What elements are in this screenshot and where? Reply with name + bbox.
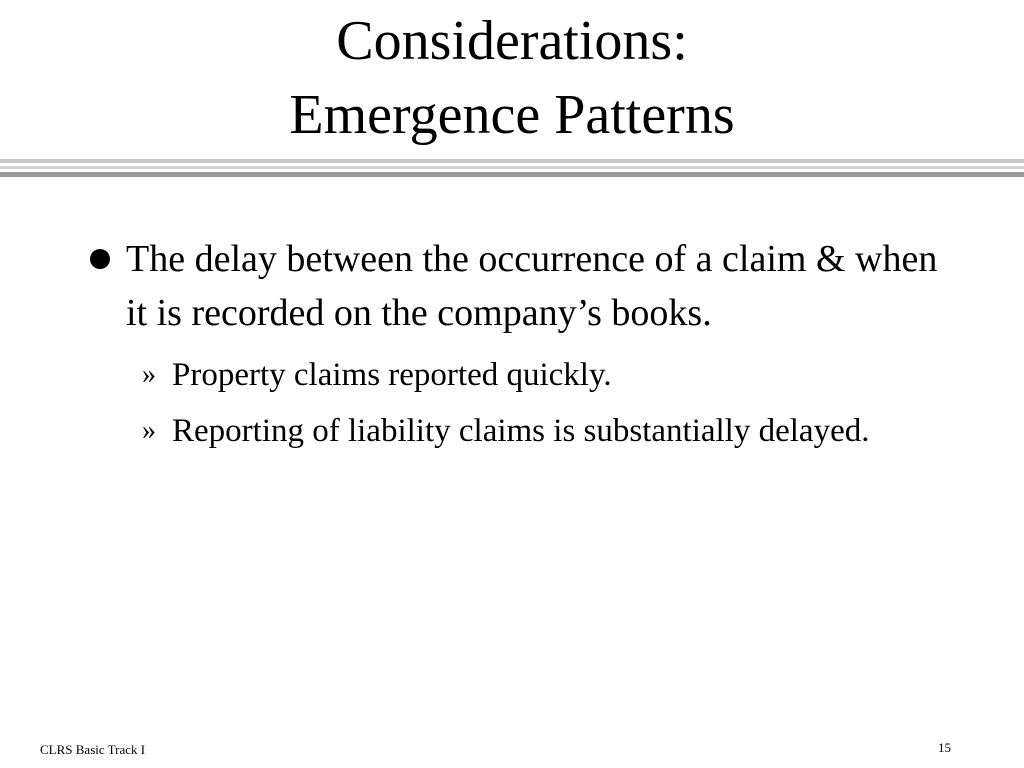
slide-title-line-2: Emergence Patterns <box>289 84 735 146</box>
sub-bullet-item <box>136 408 960 454</box>
double-chevron-bullet-icon: » <box>142 359 156 390</box>
page-number: 15 <box>938 740 951 755</box>
title-divider <box>0 159 1024 179</box>
divider-line-middle <box>0 166 1024 169</box>
divider-line-top <box>0 159 1024 163</box>
sub-bullet-text: Property claims reported quickly. <box>172 357 612 393</box>
bullet-text: The delay between the occurrence of a claim & when it is recorded on the company’s books. <box>126 238 938 334</box>
slide-title <box>0 4 1024 152</box>
filled-circle-bullet-icon <box>90 249 110 269</box>
sub-bullet-list <box>136 352 960 454</box>
divider-line-bottom <box>0 172 1024 177</box>
slide-title-line-1: Considerations: <box>336 10 688 72</box>
footer-course-name: CLRS Basic Track I <box>40 742 146 757</box>
bullet-list <box>90 232 950 464</box>
sub-bullet-text: Reporting of liability claims is substantially delayed. <box>172 413 870 449</box>
bullet-item <box>90 232 950 454</box>
double-chevron-bullet-icon: » <box>142 415 156 446</box>
sub-bullet-item <box>136 352 960 398</box>
